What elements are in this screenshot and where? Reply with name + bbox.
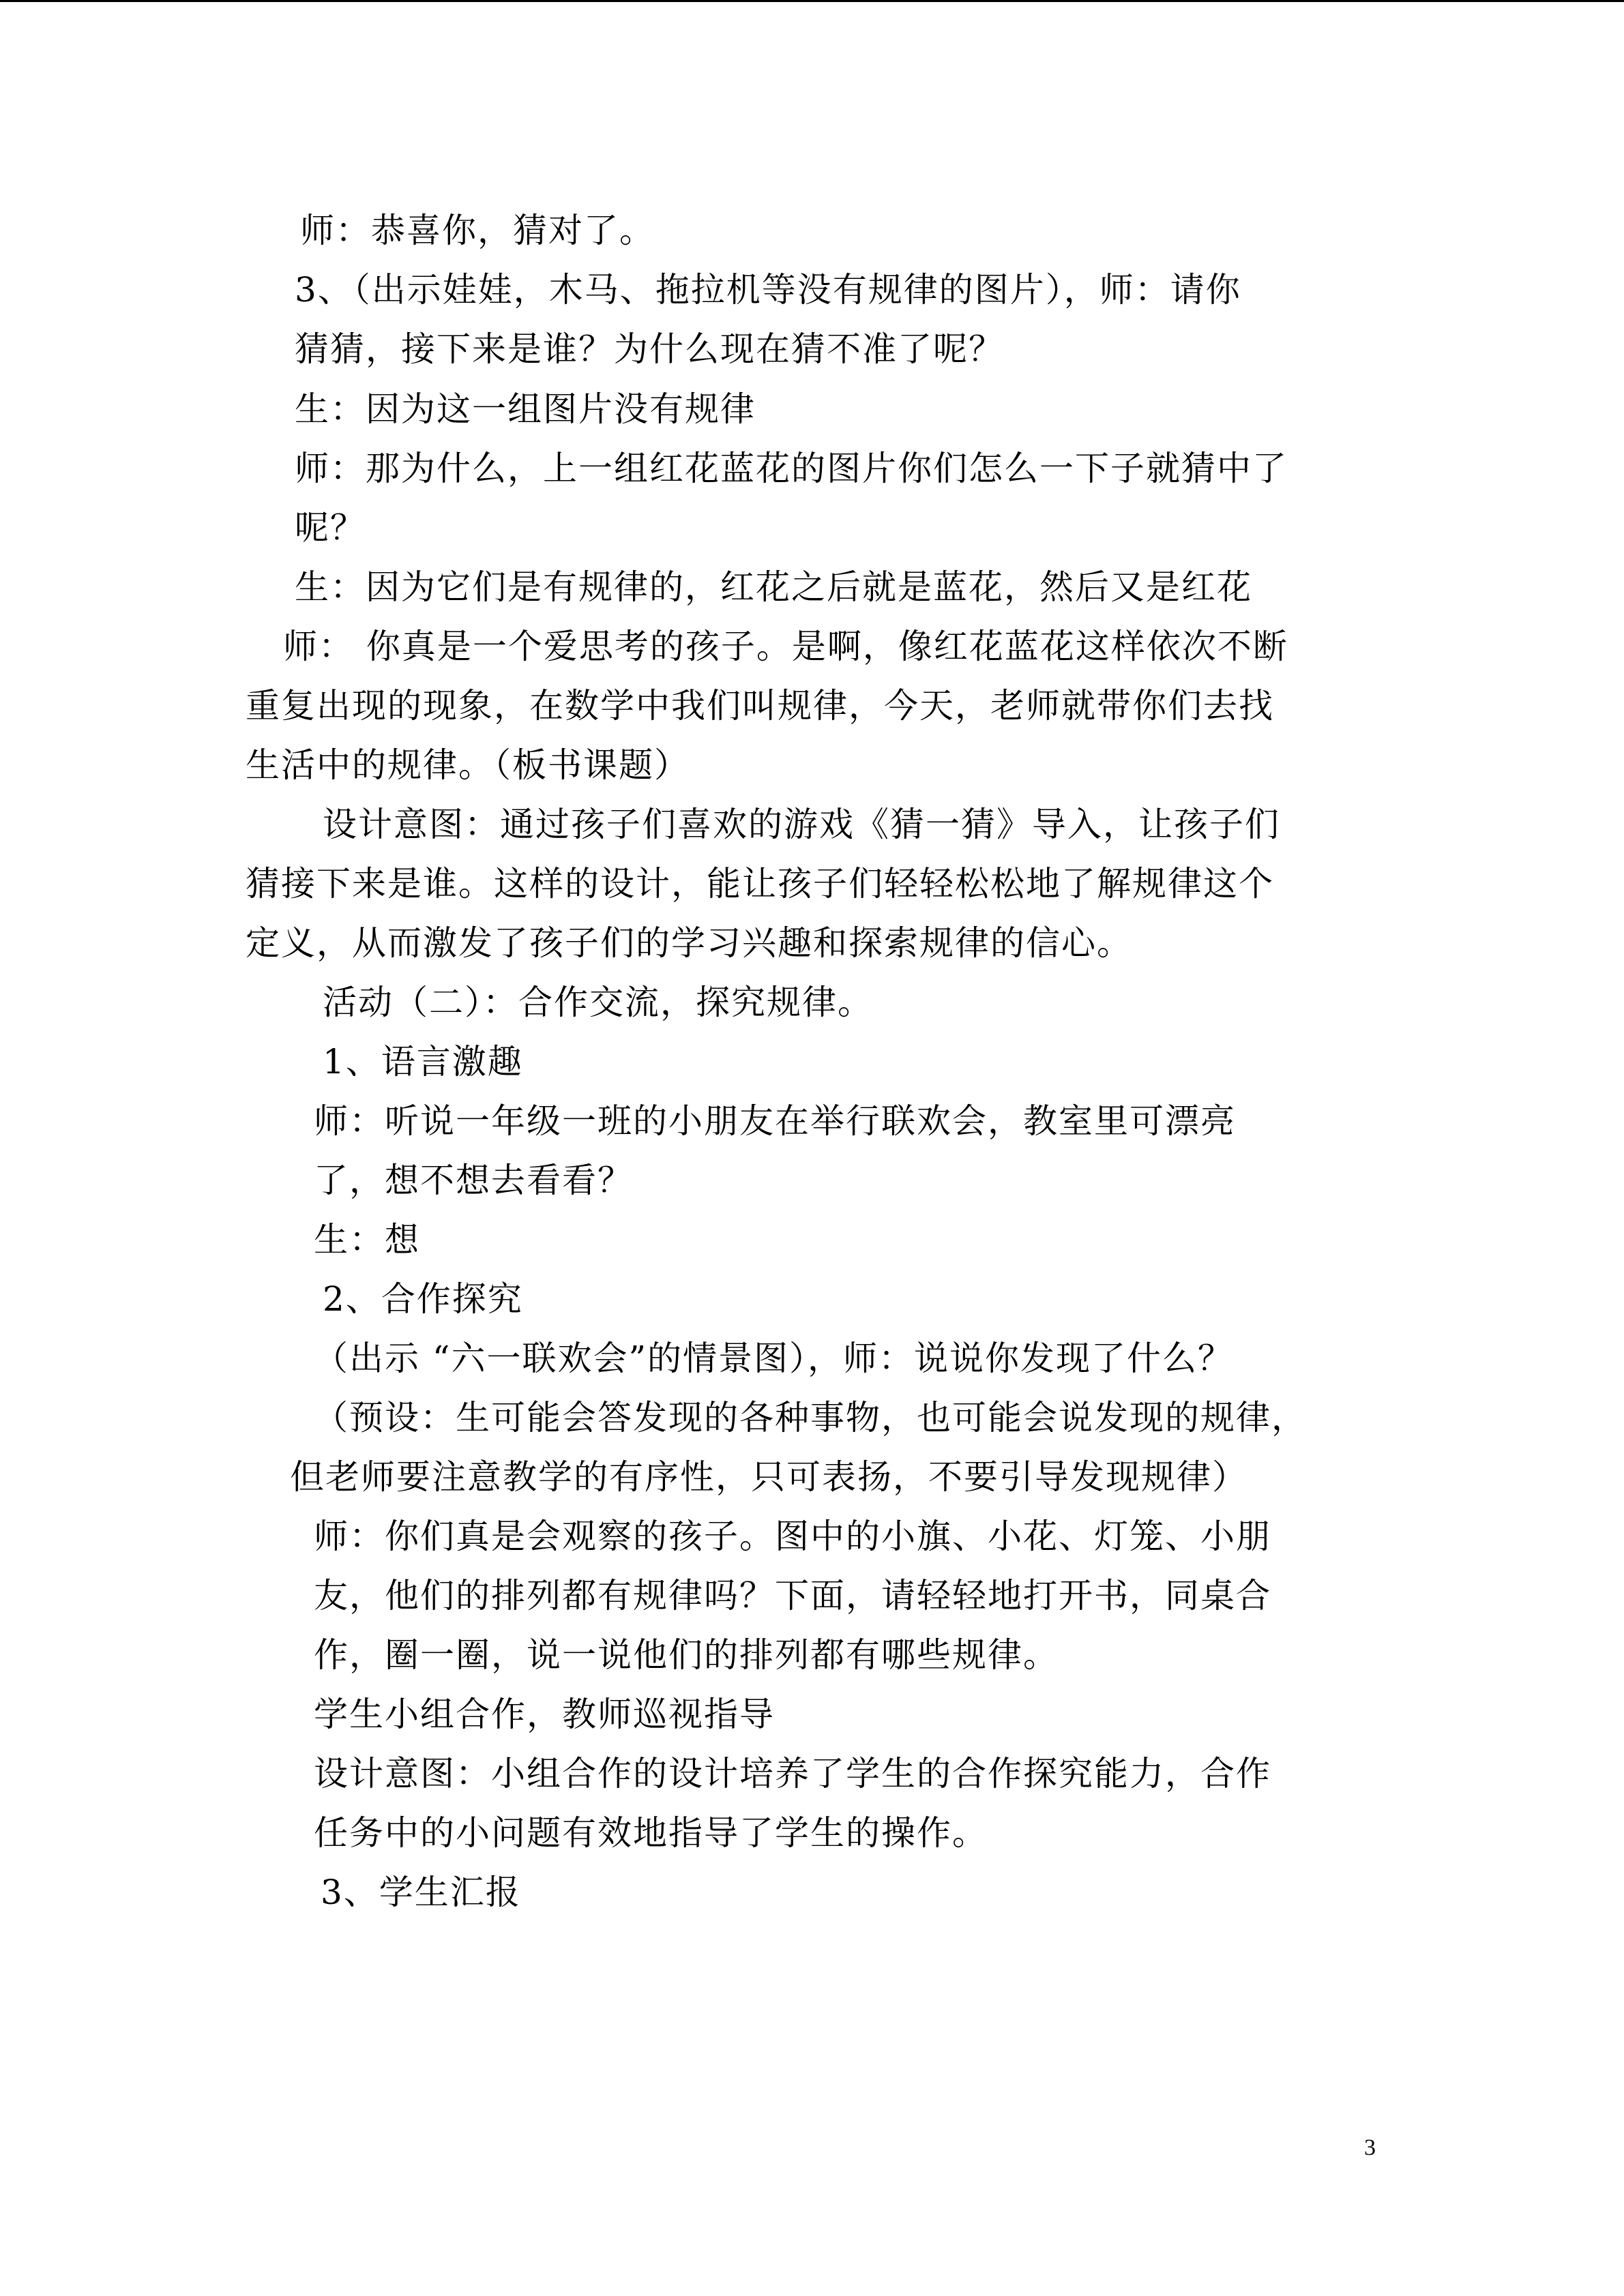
text-line: 生：因为这一组图片没有规律 [295, 389, 756, 429]
text-line: 师：那为什么，上一组红花蓝花的图片你们怎么一下子就猜中了 [295, 449, 1288, 488]
text-line: （出示 “六一联欢会”的情景图），师：说说你发现了什么？ [314, 1339, 1234, 1378]
text-line: 任务中的小问题有效地指导了学生的操作。 [314, 1813, 988, 1853]
text-line: 作，圈一圈，说一说他们的排列都有哪些规律。 [314, 1635, 1059, 1675]
text-line: 猜接下来是谁。这样的设计，能让孩子们轻轻松松地了解规律这个 [246, 864, 1274, 904]
text-line: 3、（出示娃娃，木马、拖拉机等没有规律的图片），师：请你 [295, 270, 1241, 310]
text-line: 1、语言激趣 [323, 1042, 523, 1082]
text-line: 呢？ [295, 508, 366, 548]
page-number: 3 [1364, 2135, 1376, 2160]
text-line: 学生小组合作，教师巡视指导 [314, 1695, 775, 1734]
text-line: 定义，从而激发了孩子们的学习兴趣和探索规律的信心。 [246, 923, 1132, 963]
text-line: 设计意图：小组合作的设计培养了学生的合作探究能力，合作 [314, 1754, 1271, 1793]
text-line: 重复出现的现象，在数学中我们叫规律，今天，老师就带你们去找 [246, 686, 1274, 726]
text-line: 生：因为它们是有规律的，红花之后就是蓝花，然后又是红花 [295, 567, 1252, 607]
text-line: 生活中的规律。（板书课题） [246, 745, 690, 785]
text-line: 师：你们真是会观察的孩子。图中的小旗、小花、灯笼、小朋 [314, 1517, 1271, 1556]
text-line: 3、学生汇报 [321, 1873, 521, 1912]
text-line: 师： 你真是一个爱思考的孩子。是啊，像红花蓝花这样依次不断 [283, 627, 1288, 666]
text-line: 但老师要注意教学的有序性，只可表扬，不要引导发现规律） [290, 1457, 1247, 1497]
text-line: 生：想 [314, 1220, 420, 1259]
text-line: 师：恭喜你，猜对了。 [300, 211, 655, 250]
text-line: （预设：生可能会答发现的各种事物，也可能会说发现的规律， [314, 1398, 1307, 1437]
text-line: 2、合作探究 [323, 1279, 523, 1319]
text-line: 猜猜，接下来是谁？为什么现在猜不准了呢？ [295, 329, 1004, 369]
text-line: 了，想不想去看看？ [314, 1161, 633, 1200]
text-line: 设计意图：通过孩子们喜欢的游戏《猜一猜》导入，让孩子们 [323, 805, 1280, 844]
text-line: 友，他们的排列都有规律吗？下面，请轻轻地打开书，同桌合 [314, 1576, 1271, 1615]
text-line: 师：听说一年级一班的小朋友在举行联欢会，教室里可漂亮 [314, 1101, 1236, 1141]
text-line: 活动（二）：合作交流，探究规律。 [323, 983, 873, 1022]
